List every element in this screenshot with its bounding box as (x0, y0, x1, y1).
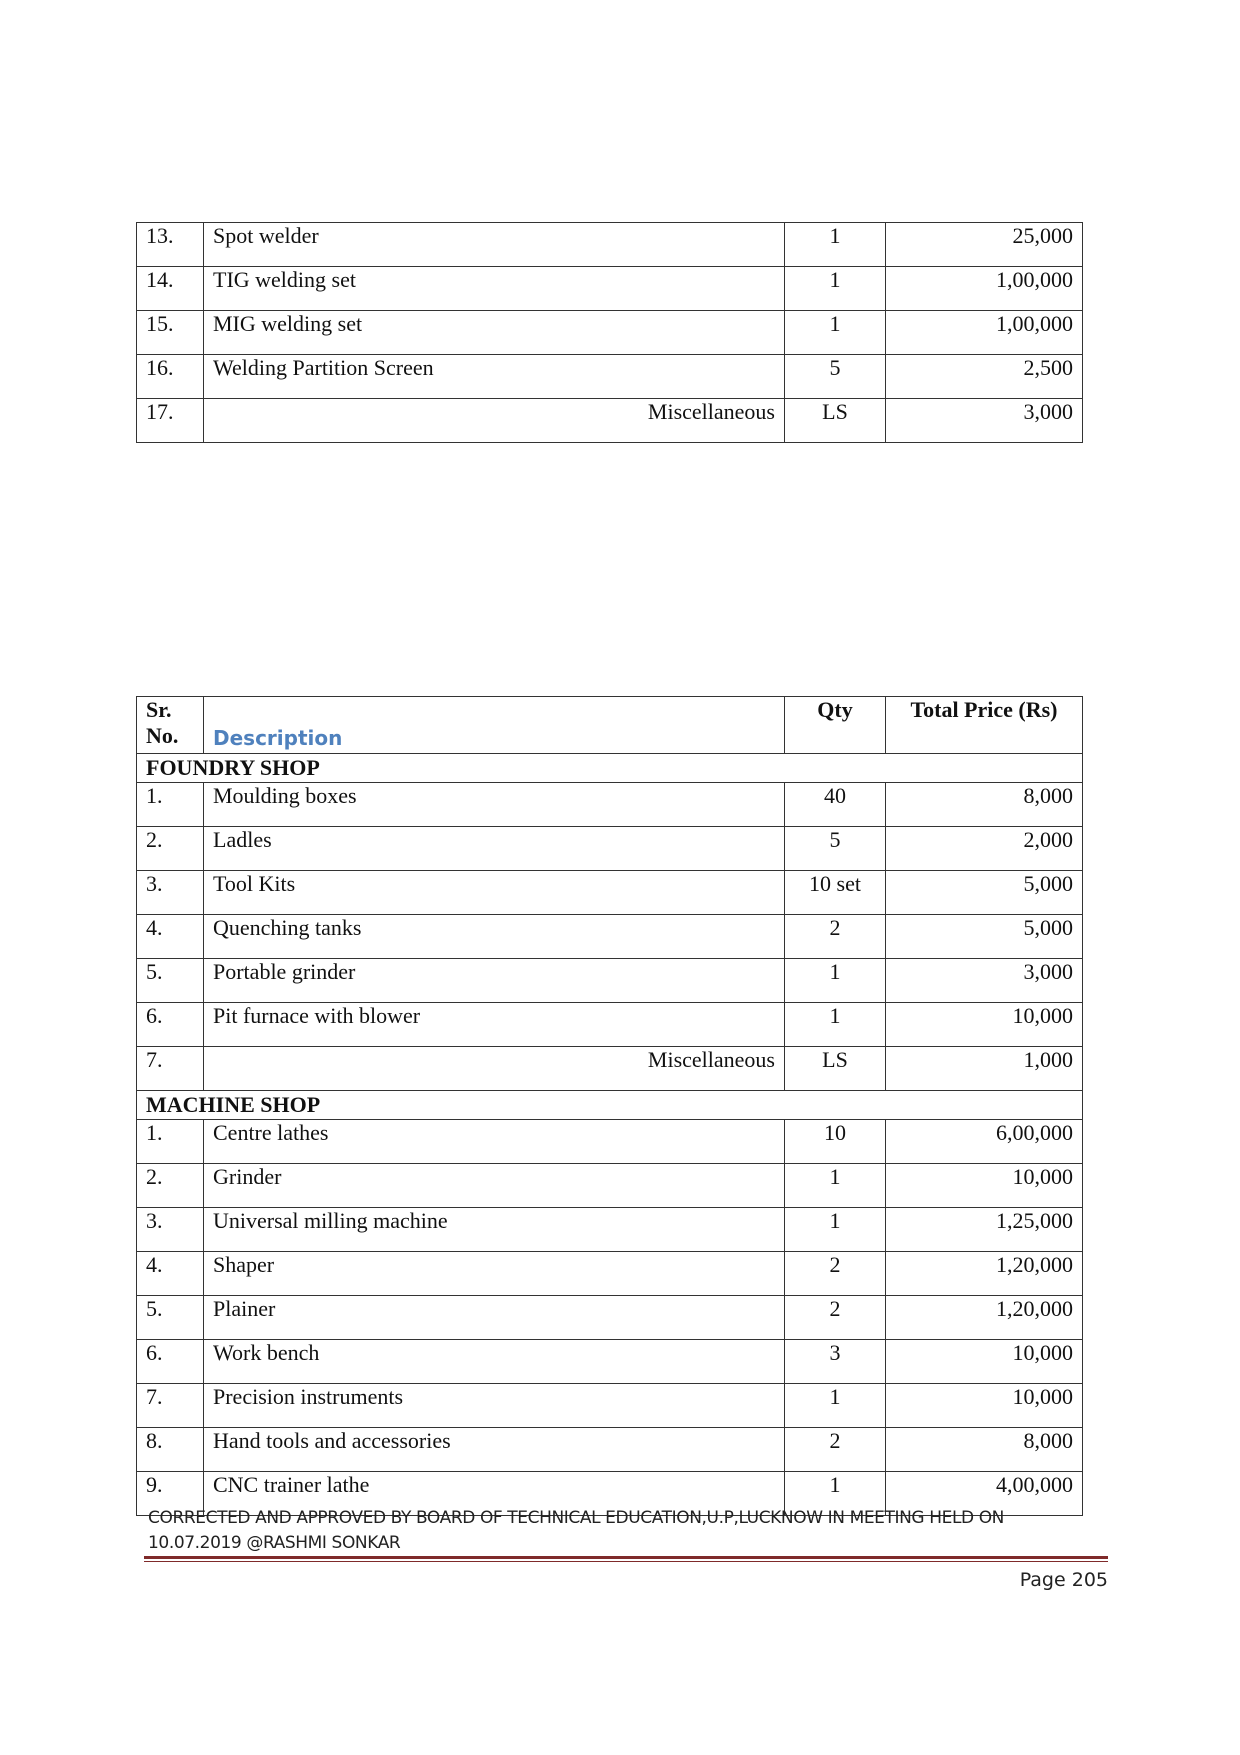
description-cell: Grinder (204, 1164, 785, 1208)
description-cell: Hand tools and accessories (204, 1428, 785, 1472)
table-row (137, 1120, 1083, 1164)
sr-no-cell: 4. (137, 915, 204, 959)
price-cell: 1,25,000 (886, 1208, 1083, 1252)
price-cell: 1,00,000 (886, 311, 1083, 355)
section-title: MACHINE SHOP (137, 1091, 1083, 1120)
price-cell: 2,000 (886, 827, 1083, 871)
header-qty: Qty (785, 697, 886, 754)
price-cell: 1,000 (886, 1047, 1083, 1091)
table-row (137, 267, 1083, 311)
table-row (137, 1428, 1083, 1472)
description-cell: Centre lathes (204, 1120, 785, 1164)
price-cell: 5,000 (886, 915, 1083, 959)
table-row (137, 1208, 1083, 1252)
table-row (137, 311, 1083, 355)
price-cell: 10,000 (886, 1164, 1083, 1208)
description-cell: Ladles (204, 827, 785, 871)
price-cell: 1,20,000 (886, 1296, 1083, 1340)
price-cell: 3,000 (886, 399, 1083, 443)
price-cell: 8,000 (886, 1428, 1083, 1472)
table-row (137, 827, 1083, 871)
description-cell: MIG welding set (204, 311, 785, 355)
price-cell: 8,000 (886, 783, 1083, 827)
table-row (137, 959, 1083, 1003)
qty-cell: 5 (785, 827, 886, 871)
table-row (137, 223, 1083, 267)
table-body (137, 223, 1083, 443)
description-cell: Pit furnace with blower (204, 1003, 785, 1047)
table-row (137, 1296, 1083, 1340)
qty-cell: 2 (785, 1252, 886, 1296)
header-row (137, 697, 1083, 754)
table-header (137, 697, 1083, 754)
sr-no-cell: 6. (137, 1340, 204, 1384)
qty-cell: 2 (785, 915, 886, 959)
description-cell: Precision instruments (204, 1384, 785, 1428)
description-cell: TIG welding set (204, 267, 785, 311)
sr-no-cell: 3. (137, 1208, 204, 1252)
table-row (137, 1384, 1083, 1428)
price-cell: 6,00,000 (886, 1120, 1083, 1164)
description-cell: CNC trainer lathe (204, 1472, 785, 1516)
qty-cell: 1 (785, 959, 886, 1003)
footer-rule-thin (144, 1561, 1108, 1562)
description-cell: Welding Partition Screen (204, 355, 785, 399)
footer-line-1: CORRECTED AND APPROVED BY BOARD OF TECHNICAL EDUCATION,U.P,LUCKNOW IN MEETING HELD ON (148, 1508, 1005, 1528)
qty-cell: 1 (785, 311, 886, 355)
table-row (137, 1003, 1083, 1047)
description-cell: Quenching tanks (204, 915, 785, 959)
description-cell: Moulding boxes (204, 783, 785, 827)
header-sr-no: Sr. No. (137, 697, 204, 754)
table-body (137, 754, 1083, 1516)
page-number: Page 205 (1019, 1569, 1108, 1591)
table-row (137, 783, 1083, 827)
qty-cell: 1 (785, 1003, 886, 1047)
table-row (137, 355, 1083, 399)
sr-no-cell: 7. (137, 1047, 204, 1091)
section-row (137, 754, 1083, 783)
table-row (137, 399, 1083, 443)
sr-no-cell: 9. (137, 1472, 204, 1516)
qty-cell: 1 (785, 1472, 886, 1516)
table-row (137, 915, 1083, 959)
footer-rule (144, 1556, 1108, 1559)
sr-no-cell: 14. (137, 267, 204, 311)
qty-cell: LS (785, 399, 886, 443)
price-cell: 10,000 (886, 1003, 1083, 1047)
description-cell: Universal milling machine (204, 1208, 785, 1252)
qty-cell: 2 (785, 1428, 886, 1472)
section-title: FOUNDRY SHOP (137, 754, 1083, 783)
equipment-table (136, 696, 1083, 1516)
section-row (137, 1091, 1083, 1120)
qty-cell: 3 (785, 1340, 886, 1384)
price-cell: 2,500 (886, 355, 1083, 399)
description-cell: Miscellaneous (204, 399, 785, 443)
price-cell: 3,000 (886, 959, 1083, 1003)
sr-no-cell: 16. (137, 355, 204, 399)
qty-cell: LS (785, 1047, 886, 1091)
approval-footer (148, 1506, 1108, 1556)
table-row (137, 1047, 1083, 1091)
sr-no-cell: 15. (137, 311, 204, 355)
sr-no-cell: 8. (137, 1428, 204, 1472)
sr-no-cell: 3. (137, 871, 204, 915)
header-total-price: Total Price (Rs) (886, 697, 1083, 754)
sr-no-cell: 5. (137, 959, 204, 1003)
table-row (137, 1252, 1083, 1296)
description-cell: Work bench (204, 1340, 785, 1384)
sr-no-cell: 7. (137, 1384, 204, 1428)
sr-no-cell: 13. (137, 223, 204, 267)
qty-cell: 1 (785, 1384, 886, 1428)
sr-no-cell: 2. (137, 827, 204, 871)
qty-cell: 5 (785, 355, 886, 399)
table-row (137, 1340, 1083, 1384)
table-row (137, 871, 1083, 915)
price-cell: 5,000 (886, 871, 1083, 915)
sr-no-cell: 6. (137, 1003, 204, 1047)
price-cell: 4,00,000 (886, 1472, 1083, 1516)
description-cell: Tool Kits (204, 871, 785, 915)
description-cell: Portable grinder (204, 959, 785, 1003)
price-cell: 10,000 (886, 1340, 1083, 1384)
equipment-table-continued (136, 222, 1083, 443)
qty-cell: 10 set (785, 871, 886, 915)
header-description: Description (204, 697, 785, 754)
description-cell: Miscellaneous (204, 1047, 785, 1091)
qty-cell: 1 (785, 267, 886, 311)
sr-no-cell: 5. (137, 1296, 204, 1340)
sr-no-cell: 2. (137, 1164, 204, 1208)
qty-cell: 2 (785, 1296, 886, 1340)
price-cell: 1,20,000 (886, 1252, 1083, 1296)
qty-cell: 10 (785, 1120, 886, 1164)
sr-no-cell: 1. (137, 1120, 204, 1164)
qty-cell: 1 (785, 223, 886, 267)
sr-no-cell: 17. (137, 399, 204, 443)
price-cell: 10,000 (886, 1384, 1083, 1428)
qty-cell: 1 (785, 1208, 886, 1252)
description-cell: Shaper (204, 1252, 785, 1296)
description-cell: Plainer (204, 1296, 785, 1340)
qty-cell: 1 (785, 1164, 886, 1208)
footer-line-2: 10.07.2019 @RASHMI SONKAR (148, 1533, 401, 1553)
price-cell: 25,000 (886, 223, 1083, 267)
description-cell: Spot welder (204, 223, 785, 267)
price-cell: 1,00,000 (886, 267, 1083, 311)
sr-no-cell: 1. (137, 783, 204, 827)
qty-cell: 40 (785, 783, 886, 827)
sr-no-cell: 4. (137, 1252, 204, 1296)
table-row (137, 1164, 1083, 1208)
